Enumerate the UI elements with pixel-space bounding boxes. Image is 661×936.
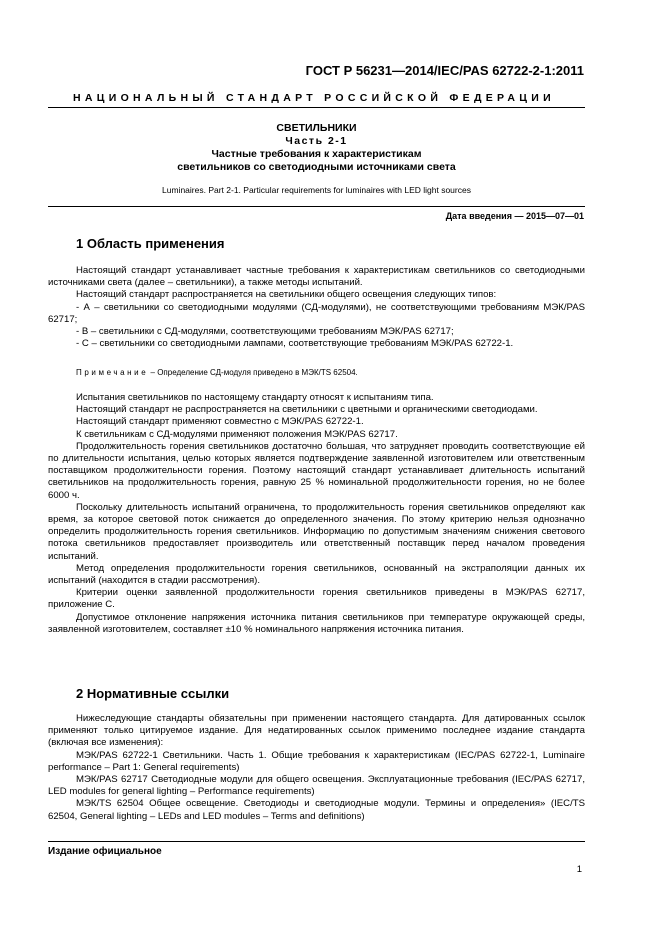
title-line-2: светильников со светодиодными источниками света — [177, 161, 456, 173]
list-item: - А – светильники со светодиодными модулями (СД-модулями), не соответствующими требованиям МЭК/PAS 62717; — [48, 301, 585, 325]
official-edition-label: Издание официальное — [48, 846, 162, 857]
title-line-1: Частные требования к характеристикам — [211, 148, 422, 160]
paragraph: Нижеследующие стандарты обязательны при применении настоящего стандарта. Для датированных ссылок применяют только цитируемое издание. Для недатированных ссылок применимо последнее издание стандарта (включая все изменения): — [48, 713, 585, 749]
title-block — [48, 122, 585, 174]
title-part: Часть 2-1 — [285, 135, 348, 147]
english-title: Luminaires. Part 2-1. Particular requirements for luminaires with LED light sources — [162, 185, 471, 195]
section-1-text-a — [48, 265, 585, 350]
reference-item: МЭК/PAS 62717 Светодиодные модули для общего освещения. Эксплуатационные требования (IEC/PAS 62717, LED modules for general lighting – Performance requirements) — [48, 774, 585, 798]
paragraph: Настоящий стандарт применяют совместно с МЭК/PAS 62722-1. — [76, 416, 364, 428]
paragraph: Метод определения продолжительности горения светильников, основанный на экстраполяции данных их испытаний (находится в стадии рассмотрения). — [48, 562, 585, 587]
reference-item: МЭК/PAS 62722-1 Светильники. Часть 1. Общие требования к характеристикам (IEC/PAS 62722-1, Luminaire performance – Part 1: General requirements) — [48, 749, 585, 773]
paragraph: Продолжительность горения светильников достаточно большая, что затрудняет проводить соответствующие ей по длительности испытания, целью которых является подтверждение заявленной изготовителем или ответственным поставщиком продолжительности горения. Поэтому настоящий стандарт устанавливает длительность испытаний светильников на продолжительность горения, равную 25 % номинальной продолжительности горения, но не более 6000 ч. — [48, 440, 585, 501]
section-2-text — [48, 713, 585, 823]
paragraph: Настоящий стандарт устанавливает частные требования к характеристикам светильников со светодиодными источниками света (далее – светильники), а также методы испытаний. — [48, 265, 585, 289]
section-1-text-b — [48, 392, 585, 636]
page-number: 1 — [576, 864, 582, 875]
document-number: ГОСТ Р 56231—2014/IEC/PAS 62722-2-1:2011 — [305, 63, 584, 78]
paragraph: К светильникам с СД-модулями применяют положения МЭК/PAS 62717. — [76, 428, 398, 440]
paragraph: Критерии оценки заявленной продолжительности горения светильников приведены в МЭК/PAS 62717, приложение С. — [48, 587, 585, 611]
section-1-heading: 1 Область применения — [76, 236, 225, 251]
list-item: - В – светильники с СД-модулями, соответствующими требованиям МЭК/PAS 62717; — [76, 326, 454, 338]
paragraph: Допустимое отклонение напряжения источника питания светильников при температуре окружающей среды, заявленной изготовителем, составляет ±10 % номинального напряжения источника питания. — [48, 611, 585, 635]
introduction-date: Дата введения — 2015—07—01 — [445, 211, 584, 221]
national-standard-banner: НАЦИОНАЛЬНЫЙ СТАНДАРТ РОССИЙСКОЙ ФЕДЕРАЦИИ — [73, 92, 555, 104]
note — [76, 368, 358, 377]
footer-rule — [48, 841, 585, 842]
paragraph: Настоящий стандарт не распространяется на светильники с цветными и органическими светодиодами. — [76, 404, 538, 416]
paragraph: Испытания светильников по настоящему стандарту относят к испытаниям типа. — [76, 392, 434, 403]
paragraph: Настоящий стандарт распространяется на светильники общего освещения следующих типов: — [76, 289, 497, 301]
reference-item: МЭК/TS 62504 Общее освещение. Светодиоды и светодиодные модули. Термины и определения» (IEC/TS 62504, General lighting – LEDs and LED modules – Terms and definitions) — [48, 798, 585, 822]
title-main: СВЕТИЛЬНИКИ — [276, 122, 357, 134]
top-rule — [48, 107, 585, 108]
paragraph: Поскольку длительность испытаний ограничена, то продолжительность горения светильников определяют как время, за которое световой поток снижается до определенного значения. По этому критерию нельзя однозначно определить продолжительность горения светильников. Информацию по допустимым значениям снижения светового потока светильников предоставляет производитель или ответственный поставщик перед началом проведения испытаний. — [48, 501, 585, 562]
list-item: - С – светильники со светодиодными лампами, соответствующие требованиям МЭК/PAS 62722-1. — [76, 338, 514, 350]
section-2-heading: 2 Нормативные ссылки — [76, 686, 230, 701]
note-label: Примечание — [76, 368, 149, 377]
note-text: – Определение СД-модуля приведено в МЭК/TS 62504. — [148, 368, 358, 377]
title-rule — [48, 206, 585, 207]
